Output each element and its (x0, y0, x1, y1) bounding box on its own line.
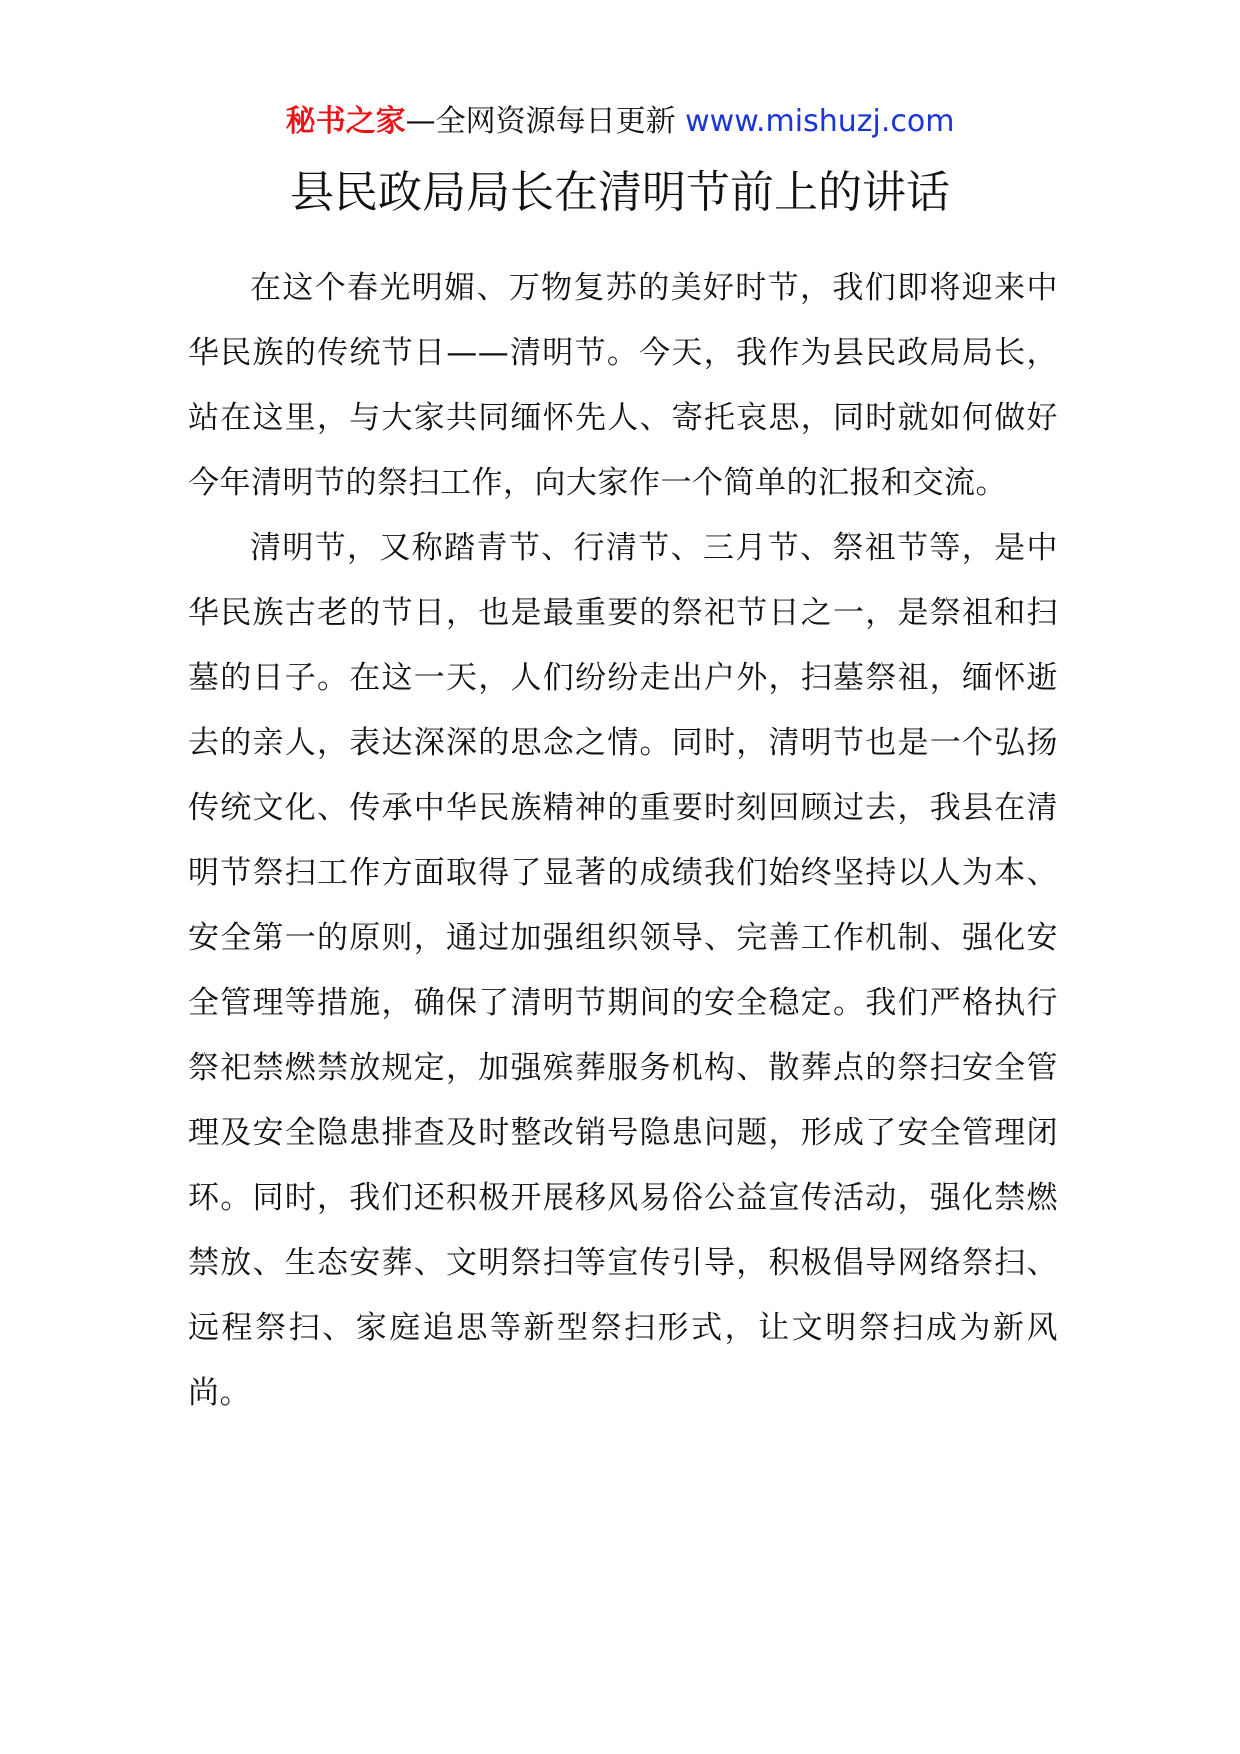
document-title: 县民政局局长在清明节前上的讲话 (290, 167, 950, 218)
site-header (0, 100, 1240, 144)
paragraph-2: 清明节，又称踏青节、行清节、三月节、祭祖节等，是中华民族古老的节日，也是最重要的祭祀节日之一，是祭祖和扫墓的日子。在这一天，人们纷纷走出户外，扫墓祭祖，缅怀逝去的亲人，表达深深的思念之情。同时，清明节也是一个弘扬传统文化、传承中华民族精神的重要时刻回顾过去，我县在清明节祭扫工作方面取得了显著的成绩我们始终坚持以人为本、安全第一的原则，通过加强组织领导、完善工作机制、强化安全管理等措施，确保了清明节期间的安全稳定。我们严格执行祭祀禁燃禁放规定，加强殡葬服务机构、散葬点的祭扫安全管理及安全隐患排查及时整改销号隐患问题，形成了安全管理闭环。同时，我们还积极开展移风易俗公益宣传活动，强化禁燃禁放、生态安葬、文明祭扫等宣传引导，积极倡导网络祭扫、远程祭扫、家庭追思等新型祭扫形式，让文明祭扫成为新风尚。 (188, 530, 1058, 1411)
paragraph-1: 在这个春光明媚、万物复苏的美好时节，我们即将迎来中华民族的传统节日——清明节。今天，我作为县民政局局长，站在这里，与大家共同缅怀先人、寄托哀思，同时就如何做好今年清明节的祭扫工作，向大家作一个简单的汇报和交流。 (188, 270, 1058, 501)
header-tagline: —全网资源每日更新 (405, 104, 686, 139)
brand-name: 秘书之家 (285, 104, 406, 139)
document-body (188, 256, 1058, 1426)
site-url-link[interactable]: www.mishuzj.com (685, 104, 955, 139)
